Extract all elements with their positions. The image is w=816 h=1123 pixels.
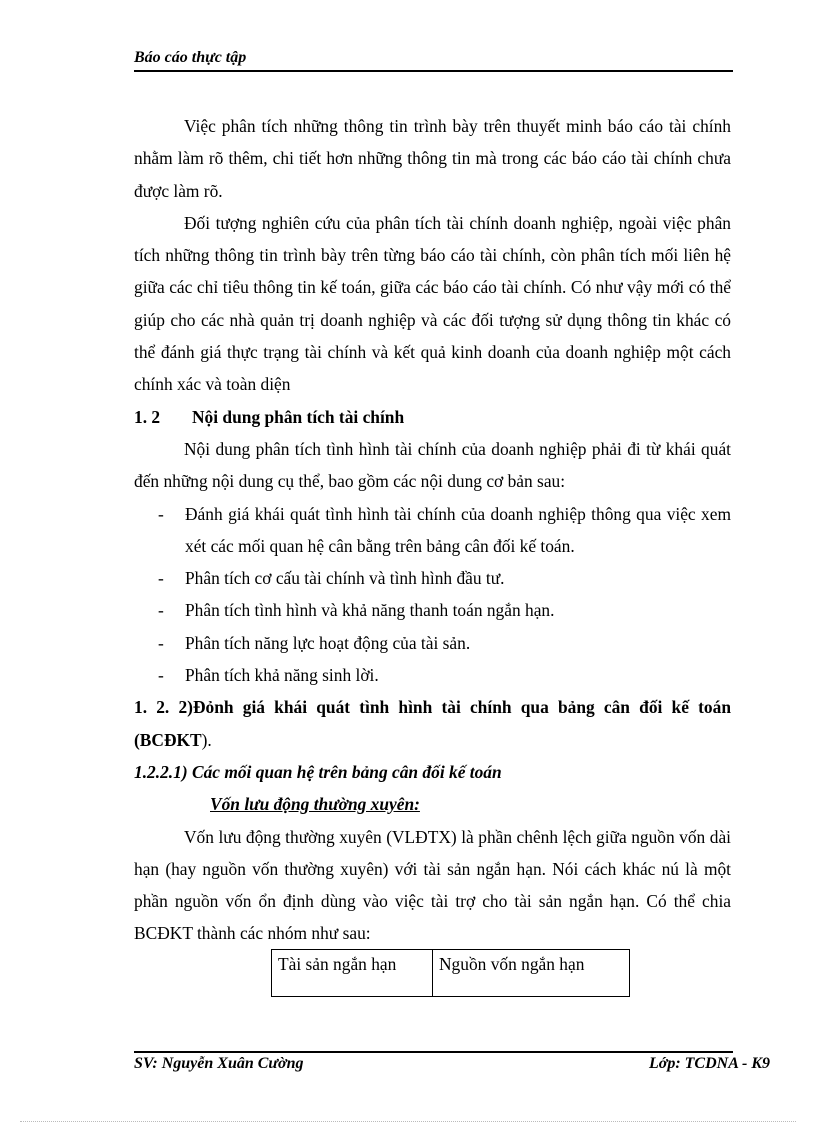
list-item: - Phân tích tình hình và khả năng thanh toán ngắn hạn.: [134, 594, 731, 626]
table-cell-short-term-assets: Tài sản ngắn hạn: [272, 950, 433, 997]
paragraph-4: Vốn lưu động thường xuyên (VLĐTX) là phần chênh lệch giữa nguồn vốn dài hạn (hay nguồn vốn thường xuyên) với tài sản ngắn hạn. Nói cách khác nú là một phần nguồn vốn ổn định dùng vào việc tài trợ cho tài sản ngắn hạn. Có thể chia BCĐKT thành các nhóm như sau:: [134, 826, 731, 944]
balance-sheet-groups-table: [271, 949, 630, 997]
footer-class-label: Lớp: TCDNA - K9: [648, 1055, 770, 1072]
page-header-title: Báo cáo thực tập: [134, 49, 247, 66]
table-cell-short-term-capital: Nguồn vốn ngắn hạn: [433, 950, 630, 997]
section-heading-text: 1. 2. 2)Đỏnh giá khái quát tình hình tài chính qua bảng cân đối kế toán (BCĐKT: [134, 697, 731, 750]
content-list: [134, 498, 731, 692]
list-item: - Phân tích cơ cấu tài chính và tình hình đầu tư.: [134, 562, 731, 594]
bullet-dash: -: [158, 632, 164, 653]
list-item: - Đánh giá khái quát tình hình tài chính của doanh nghiệp thông qua việc xem xét các mối quan hệ cân bằng trên bảng cân đối kế toán.: [134, 498, 731, 563]
document-body: [134, 110, 731, 950]
bullet-dash: -: [158, 568, 164, 589]
list-item: - Phân tích năng lực hoạt động của tài sản.: [134, 627, 731, 659]
paragraph-3: Nội dung phân tích tình hình tài chính của doanh nghiệp phải đi từ khái quát đến những nội dung cụ thể, bao gồm các nội dung cơ bản sau:: [134, 438, 731, 492]
paragraph-1: Việc phân tích những thông tin trình bày trên thuyết minh báo cáo tài chính nhằm làm rõ thêm, chi tiết hơn những thông tin mà trong các báo cáo tài chính chưa được làm rõ.: [134, 116, 731, 201]
footer-rule: [134, 1051, 733, 1053]
subsection-heading-1-2-2-1: 1.2.2.1) Các mối quan hệ trên bảng cân đối kế toán: [134, 761, 502, 782]
list-item: - Phân tích khả năng sinh lời.: [134, 659, 731, 691]
bullet-dash: -: [158, 503, 164, 524]
topic-heading-working-capital: Vốn lưu động thường xuyên:: [210, 794, 420, 815]
bullet-dash: -: [158, 665, 164, 686]
section-number: 1. 2: [134, 406, 161, 427]
table-row: [272, 950, 630, 997]
section-heading-tail: ).: [201, 729, 212, 750]
section-heading-1-2-2: [134, 691, 731, 756]
paragraph-2: Đối tượng nghiên cứu của phân tích tài chính doanh nghiệp, ngoài việc phân tích những thông tin trình bày trên từng báo cáo tài chính, còn phân tích mối liên hệ giữa các chỉ tiêu thông tin kế toán, giữa các báo cáo tài chính. Có như vậy mới có thể giúp cho các nhà quản trị doanh nghiệp và các đối tượng sử dụng thông tin khác có thể đánh giá thực trạng tài chính và kết quả kinh doanh của doanh nghiệp một cách chính xác và toàn diện: [134, 212, 731, 395]
footer-student-name: SV: Nguyễn Xuân Cường: [134, 1055, 304, 1072]
header-rule: [134, 70, 733, 72]
bullet-dash: -: [158, 600, 164, 621]
section-title: Nội dung phân tích tài chính: [192, 406, 405, 427]
page-edge-divider: [20, 1121, 796, 1122]
section-heading-1-2: [134, 401, 731, 433]
